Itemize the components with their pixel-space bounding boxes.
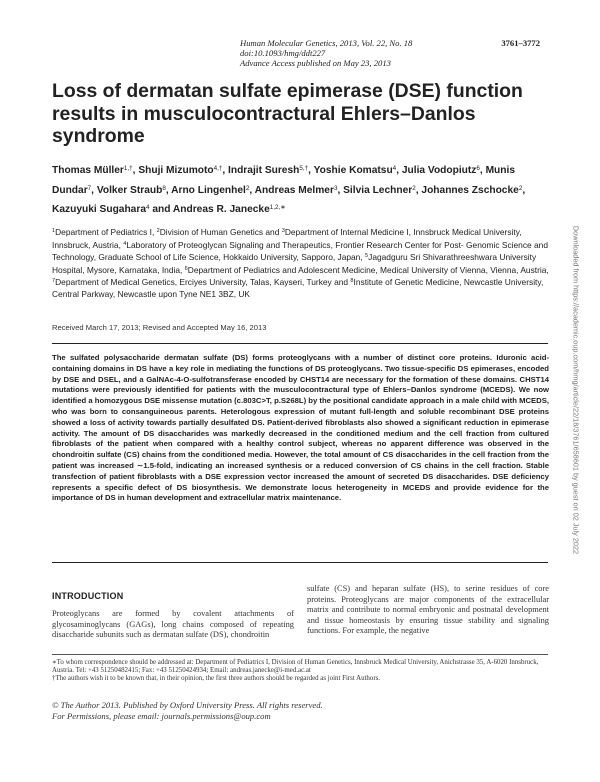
gene-symbol: CHST14 bbox=[519, 374, 549, 384]
abstract-top-rule bbox=[52, 343, 548, 344]
gene-symbol: DSE bbox=[205, 471, 222, 481]
copyright-notice: © The Author 2013. Published by Oxford University Press. All rights reserved. bbox=[52, 700, 323, 710]
affiliation-marker: 3 bbox=[281, 228, 285, 234]
abstract-text: , and a GalNAc-4-O-sulfotransferase encoded by bbox=[118, 374, 300, 384]
affiliation-marker: 7 bbox=[52, 278, 56, 285]
author-affiliation-marker: 5,† bbox=[299, 165, 309, 172]
article-title: Loss of dermatan sulfate epimerase (DSE) function results in musculocontractural Ehlers–Danlos syndrome bbox=[52, 80, 523, 147]
author-name: Munis Dundar bbox=[52, 165, 515, 196]
abstract-text: are necessary for the formation of these domains. bbox=[329, 374, 520, 384]
abstract-text: missense mutation (c.803C>T, p.S268L) by the positional candidate approach in a male child with MCEDS, who was born to consanguineous parents. Heterologous expression of mutant full-length and soluble recombinant DSE proteins showed a loss of activity towards partially desulfated DS. Patient-derived fibroblasts also showed a significant reduction in epimerase activity. The amount of DS disaccharides was markedly decreased in the conditioned medium and the cell fraction from cultured fibroblasts of the patient when compared with a healthy control subject, whereas no apparent difference was observed in the chondroitin sulfate (CS) chains from the conditioned media. However, the total amount of CS disaccharides in the cell fraction from the patient was increased ∼1.5-fold, indicating an increased synthesis or a reduced conversion of CS chains in the cell fraction. Stable transfection of patient fibroblasts with a bbox=[52, 396, 549, 481]
gene-symbol: CHST14 bbox=[299, 374, 330, 384]
abstract-text: The sulfated polysaccharide dermatan sulfate (DS) forms proteoglycans with a number of distinct core proteins. Iduronic acid-containing domains in DS have a key role in mediating the functions of DS proteoglycans. Two tissue-specific DS epimerases, encoded by bbox=[52, 353, 549, 384]
journal-citation: Human Molecular Genetics, 2013, Vol. 22, No. 18 bbox=[240, 38, 413, 48]
author-name: Silvia Lechner bbox=[343, 184, 413, 196]
author-name: Andreas R. Janecke bbox=[172, 204, 270, 216]
received-dates: Received March 17, 2013; Revised and Accepted May 16, 2013 bbox=[52, 323, 267, 332]
gene-symbol: DSEL bbox=[98, 374, 119, 384]
author-affiliation-marker: 1,† bbox=[123, 165, 133, 172]
author-name: Thomas Müller bbox=[52, 165, 124, 176]
author-name: Shuji Mizumoto bbox=[138, 165, 214, 176]
affiliations bbox=[52, 226, 552, 301]
affiliation-marker: 6 bbox=[184, 265, 188, 272]
affiliation-text: Institute of Genetic Medicine, Newcastle University, Central Parkway, Newcastle upon Tyne NE1 3BZ, UK bbox=[52, 277, 544, 299]
author-name: Andreas Melmer bbox=[254, 184, 334, 196]
affiliation-text: Laboratory of Proteoglycan Signaling and Therapeutics, Frontier Research Center for Post- Genomic Science and Technology, Graduate School of Life Science, Hokkaido University, Sapporo, Japan, bbox=[52, 239, 548, 263]
footnote-rule bbox=[52, 654, 548, 655]
author-name: Indrajit Suresh bbox=[228, 165, 300, 176]
affiliation-text: Division of Human Genetics and bbox=[159, 227, 282, 237]
affiliation-marker: 2 bbox=[156, 228, 160, 234]
copyright-block bbox=[52, 700, 323, 721]
affiliation-text: Department of Medical Genetics, Erciyes University, Talas, Kayseri, Turkey and bbox=[55, 277, 351, 288]
abstract bbox=[52, 353, 549, 504]
permissions-notice: For Permissions, please email: journals.permissions@oup.com bbox=[52, 710, 271, 721]
gene-symbol: DSE bbox=[144, 396, 161, 406]
author-name: Volker Straub bbox=[96, 184, 163, 196]
affiliation-marker: 8 bbox=[350, 278, 354, 285]
author-affiliation-marker: 8 bbox=[162, 184, 166, 192]
intro-right-column: sulfate (CS) and heparan sulfate (HS), to serine residues of core proteins. Proteoglycans are major components of the extracellular matrix and contribute to normal embryonic and postnatal development and tissue homeostasis by ensuring tissue stability and signaling functions. For example, the negative bbox=[307, 584, 549, 636]
abstract-text: mutations were previously identified for patients with the musculocontractural type of Ehlers–Danlos syndrome (MCEDS). We now identified a homozygous bbox=[52, 385, 549, 406]
author-affiliation-marker: 2 bbox=[245, 184, 250, 192]
author-name: Julia Vodopiutz bbox=[401, 165, 477, 176]
author-list: Thomas Müller$^{1,\dagger}$, Shuji Mizumoto$^{4,\dagger}$, Indrajit Suresh$^{5,\dagger}$, Yoshie Komatsu$^4$, Julia Vodopiutz$^6$, Munis Dundar$^7$, Volker Straub$^8$, Arno Lingenhel$^2$, Andreas Melmer$^3$, Silvia Lechner$^2$, Johannes Zschocke$^2$, Kazuyuki Sugahara$^4$ and Andreas R. Janecke$^{1,2,∗}$ bbox=[52, 165, 526, 216]
journal-header bbox=[240, 38, 540, 69]
gene-symbol: DSE bbox=[63, 374, 80, 384]
author-name: Yoshie Komatsu bbox=[313, 165, 393, 176]
equal-contribution-footnote: †The authors wish it to be known that, in their opinion, the first three authors should be regarded as joint First Authors. bbox=[52, 675, 381, 683]
author-affiliation-marker: 3 bbox=[333, 184, 338, 192]
abstract-bottom-rule bbox=[52, 562, 548, 563]
footnotes bbox=[52, 659, 549, 684]
section-heading-introduction: INTRODUCTION bbox=[52, 591, 124, 601]
author-name: Johannes Zschocke bbox=[421, 184, 519, 196]
author-affiliation-marker: 6 bbox=[476, 165, 480, 172]
author-affiliation-marker: 2 bbox=[412, 184, 416, 192]
intro-left-column: Proteoglycans are formed by covalent attachments of glycosaminoglycans (GAGs), long chains composed of repeating disaccharide subunits such as dermatan sulfate (DS), chondroitin bbox=[52, 609, 294, 640]
author-affiliation-marker: 4,† bbox=[213, 165, 223, 172]
affiliation-text: Department of Pediatrics and Adolescent Medicine, Medical University of Vienna, Vienna, Austria, bbox=[187, 264, 549, 275]
affiliation-text: Department of Pediatrics I, bbox=[55, 227, 157, 237]
download-watermark-text: Downloaded from https://academic.oup.com/hmg/article/22/18/3761/658601 by guest on 02 July 2022 bbox=[571, 225, 581, 555]
abstract-text: expression vector increased the amount of secreted DS disaccharides. DSE deficiency represents a specific defect of DS biosynthesis. We demonstrate locus heterogeneity in MCEDS and provide evidence for the importance of DS in human development and extracellular matrix maintenance. bbox=[52, 471, 549, 503]
abstract-text: and bbox=[79, 374, 99, 384]
author-affiliation-marker: 7 bbox=[87, 184, 92, 192]
author-name: Kazuyuki Sugahara bbox=[52, 204, 146, 216]
author-affiliation-marker: 1,2,∗ bbox=[269, 204, 286, 212]
author-affiliation-marker: 2 bbox=[518, 184, 523, 192]
affiliation-text: Department of Internal Medicine I, Innsbruck Medical University, Innsbruck, Austria, bbox=[52, 227, 522, 250]
affiliation-marker: 4 bbox=[123, 240, 127, 247]
affiliation-marker: 5 bbox=[365, 253, 369, 260]
author-affiliation-marker: 4 bbox=[392, 165, 397, 172]
advance-access: Advance Access published on May 23, 2013 bbox=[240, 58, 391, 69]
doi[interactable]: doi:10.1093/hmg/ddt227 bbox=[240, 48, 326, 59]
affiliation-marker: 1 bbox=[52, 228, 56, 234]
author-name: Arno Lingenhel bbox=[171, 184, 246, 196]
page-range: 3761–3772 bbox=[501, 38, 540, 48]
correspondence-footnote: ∗To whom correspondence should be addressed at: Department of Pediatrics I, Division of Human Genetics, Innsbruck Medical University, Anichstrasse 35, A-6020 Innsbruck, Austria. Tel: +43 51250482415; Fax: +43 51250424934; Email: andreas.janecke@i-med.ac.at bbox=[52, 659, 539, 675]
affiliation-text: Jagadguru Sri Shivarathreeshwara University Hospital, Mysore, Karnataka, India, bbox=[52, 252, 537, 275]
author-affiliation-marker: 4 bbox=[145, 204, 150, 212]
